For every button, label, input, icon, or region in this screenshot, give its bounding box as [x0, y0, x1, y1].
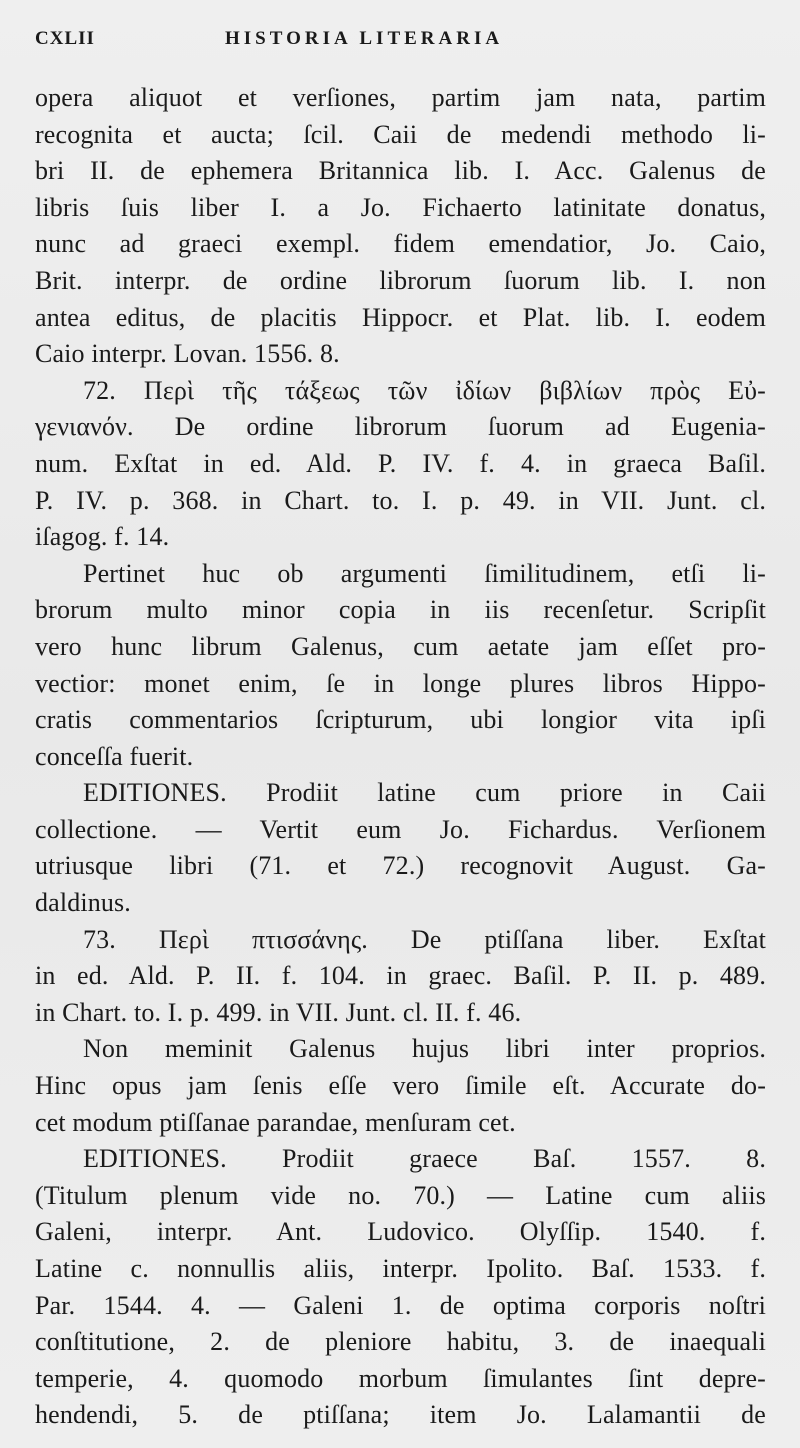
text-line: bri II. de ephemera Britannica lib. I. Acc. Galenus de — [35, 156, 766, 186]
text-line: Hinc opus jam ſenis eſſe vero ſimile eſt. Accurate do- — [35, 1071, 766, 1101]
text-line: recognita et aucta; ſcil. Caii de medendi methodo li- — [35, 119, 766, 149]
text-line: in Chart. to. I. p. 499. in VII. Junt. cl. II. f. 46. — [35, 997, 522, 1027]
text-line: EDITIONES. Prodiit latine cum priore in Caii — [83, 778, 766, 808]
text-line: Galeni, interpr. Ant. Ludovico. Olyſſip. 1540. f. — [35, 1217, 766, 1247]
text-line: Brit. interpr. de ordine librorum ſuorum lib. I. non — [35, 265, 766, 295]
page-header — [35, 28, 766, 58]
text-line: nunc ad graeci exempl. fidem emendatior, Jo. Caio, — [35, 229, 766, 259]
text-line: 73. Περὶ πτισσάνης. De ptiſſana liber. Exſtat — [83, 924, 766, 954]
text-line: brorum multo minor copia in iis recenſetur. Scripſit — [35, 595, 766, 625]
text-line: antea editus, de placitis Hippocr. et Plat. lib. I. eodem — [35, 302, 766, 332]
text-line: cet modum ptiſſanae parandae, menſuram cet. — [35, 1107, 516, 1137]
text-line: conceſſa fuerit. — [35, 741, 194, 771]
text-line: γενιανόν. De ordine librorum ſuorum ad Eugenia- — [35, 412, 766, 442]
running-title: HISTORIA LITERARIA — [225, 28, 504, 49]
text-line: (Titulum plenum vide no. 70.) — Latine cum aliis — [35, 1180, 766, 1210]
text-line: Par. 1544. 4. — Galeni 1. de optima corporis noſtri — [35, 1290, 766, 1320]
text-line: 72. Περὶ τῆς τάξεως τῶν ἰδίων βιβλίων πρὸς Εὐ- — [83, 375, 766, 405]
text-line: vectior: monet enim, ſe in longe plures libros Hippo- — [35, 668, 766, 698]
text-line: opera aliquot et verſiones, partim jam nata, partim — [35, 83, 766, 112]
text-line: cratis commentarios ſcripturum, ubi longior vita ipſi — [35, 705, 766, 735]
text-line: Latine c. nonnullis aliis, interpr. Ipolito. Baſ. 1533. f. — [35, 1254, 766, 1283]
body-text — [35, 80, 766, 1434]
page-number: CXLII — [35, 28, 95, 49]
text-line: hendendi, 5. de ptiſſana; item Jo. Lalamantii de — [35, 1400, 766, 1430]
text-line: daldinus. — [35, 888, 131, 918]
text-line: utriusque libri (71. et 72.) recognovit August. Ga- — [35, 851, 766, 881]
text-line: Non meminit Galenus hujus libri inter proprios. — [83, 1034, 766, 1064]
text-line: libris ſuis liber I. a Jo. Fichaerto latinitate donatus, — [35, 192, 766, 222]
text-line: P. IV. p. 368. in Chart. to. I. p. 49. in VII. Junt. cl. — [35, 485, 766, 515]
text-line: in ed. Ald. P. II. f. 104. in graec. Baſil. P. II. p. 489. — [35, 961, 766, 991]
text-line: Pertinet huc ob argumenti ſimilitudinem, etſi li- — [83, 558, 766, 588]
text-line: iſagog. f. 14. — [35, 522, 170, 552]
text-line: num. Exſtat in ed. Ald. P. IV. f. 4. in graeca Baſil. — [35, 448, 766, 478]
text-line: temperie, 4. quomodo morbum ſimulantes ſint depre- — [35, 1363, 766, 1393]
text-line: vero hunc librum Galenus, cum aetate jam eſſet pro- — [35, 631, 766, 661]
text-line: EDITIONES. Prodiit graece Baſ. 1557. 8. — [83, 1144, 766, 1174]
text-line: Caio interpr. Lovan. 1556. 8. — [35, 339, 340, 369]
text-line: collectione. — Vertit eum Jo. Fichardus. Verſionem — [35, 814, 766, 844]
text-line: conſtitutione, 2. de pleniore habitu, 3. de inaequali — [35, 1327, 766, 1357]
